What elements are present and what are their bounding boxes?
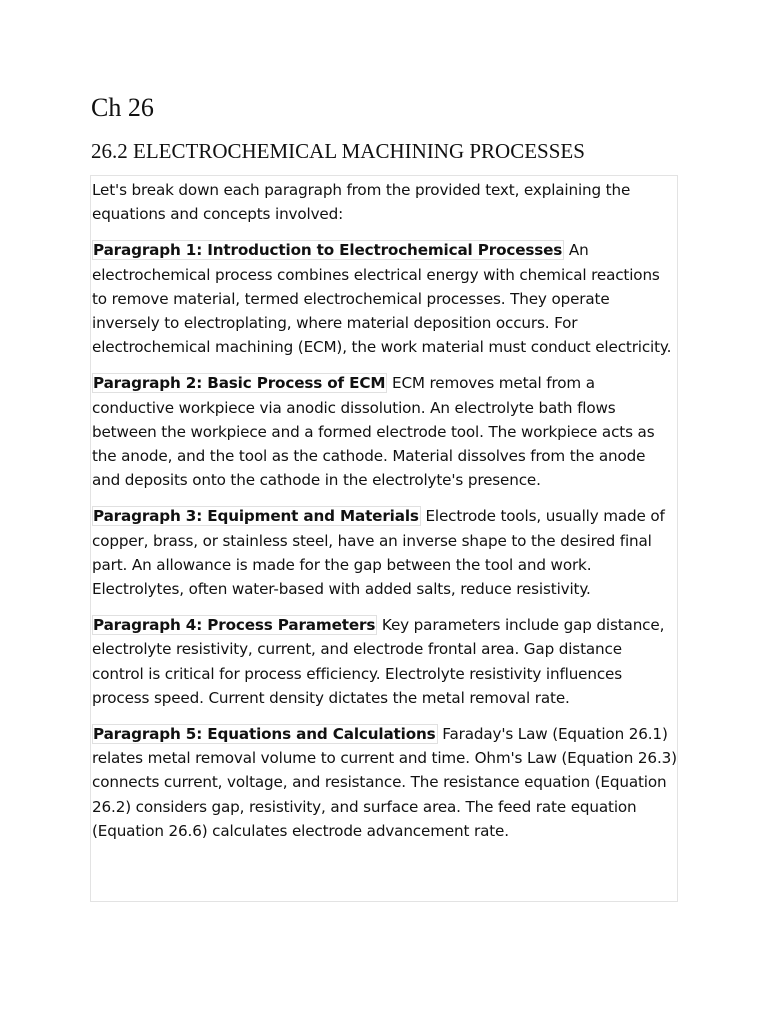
paragraph-1 — [92, 238, 677, 359]
paragraph-4-body: Key parameters include gap distance, electrolyte resistivity, current, and electrode frontal area. Gap distance control is critical for process efficiency. Electrolyte resistivity influences process speed. Current density dictates the metal removal rate. — [92, 616, 665, 707]
paragraph-1-heading: Paragraph 1: Introduction to Electrochemical Processes — [93, 241, 563, 260]
content-box — [90, 175, 678, 902]
intro-paragraph: Let's break down each paragraph from the provided text, explaining the equations and concepts involved: — [92, 181, 631, 224]
chapter-title: Ch 26 — [91, 93, 154, 122]
paragraph-5-body: Faraday's Law (Equation 26.1) relates metal removal volume to current and time. Ohm's Law (Equation 26.3) connects current, voltage, and resistance. The resistance equation (Equation 26.2) considers gap, resistivity, and surface area. The feed rate equation (Equation 26.6) calculates electrode advancement rate. — [92, 725, 677, 840]
paragraph-5-heading: Paragraph 5: Equations and Calculations — [93, 725, 436, 744]
paragraph-3-heading: Paragraph 3: Equipment and Materials — [93, 507, 419, 526]
paragraph-4-heading: Paragraph 4: Process Parameters — [93, 616, 376, 635]
paragraph-5 — [92, 722, 677, 843]
paragraph-3-body: Electrode tools, usually made of copper, brass, or stainless steel, have an inverse shape to the desired final part. An allowance is made for the gap between the tool and work. Electrolytes, often water-based with added salts, reduce resistivity. — [92, 507, 665, 599]
paragraph-4 — [92, 613, 677, 710]
paragraph-3 — [92, 504, 677, 601]
paragraph-1-body: An electrochemical process combines electrical energy with chemical reactions to remove material, termed electrochemical processes. They operate inversely to electroplating, where material deposition occurs. For electrochemical machining (ECM), the work material must conduct electricity. — [92, 241, 672, 357]
section-title: 26.2 ELECTROCHEMICAL MACHINING PROCESSES — [91, 139, 585, 163]
paragraph-2-heading: Paragraph 2: Basic Process of ECM — [93, 374, 386, 393]
paragraph-2 — [92, 371, 677, 492]
paragraph-2-body: ECM removes metal from a conductive workpiece via anodic dissolution. An electrolyte bath flows between the workpiece and a formed electrode tool. The workpiece acts as the anode, and the tool as the cathode. Material dissolves from the anode and deposits onto the cathode in the electrolyte's presence. — [92, 374, 655, 490]
